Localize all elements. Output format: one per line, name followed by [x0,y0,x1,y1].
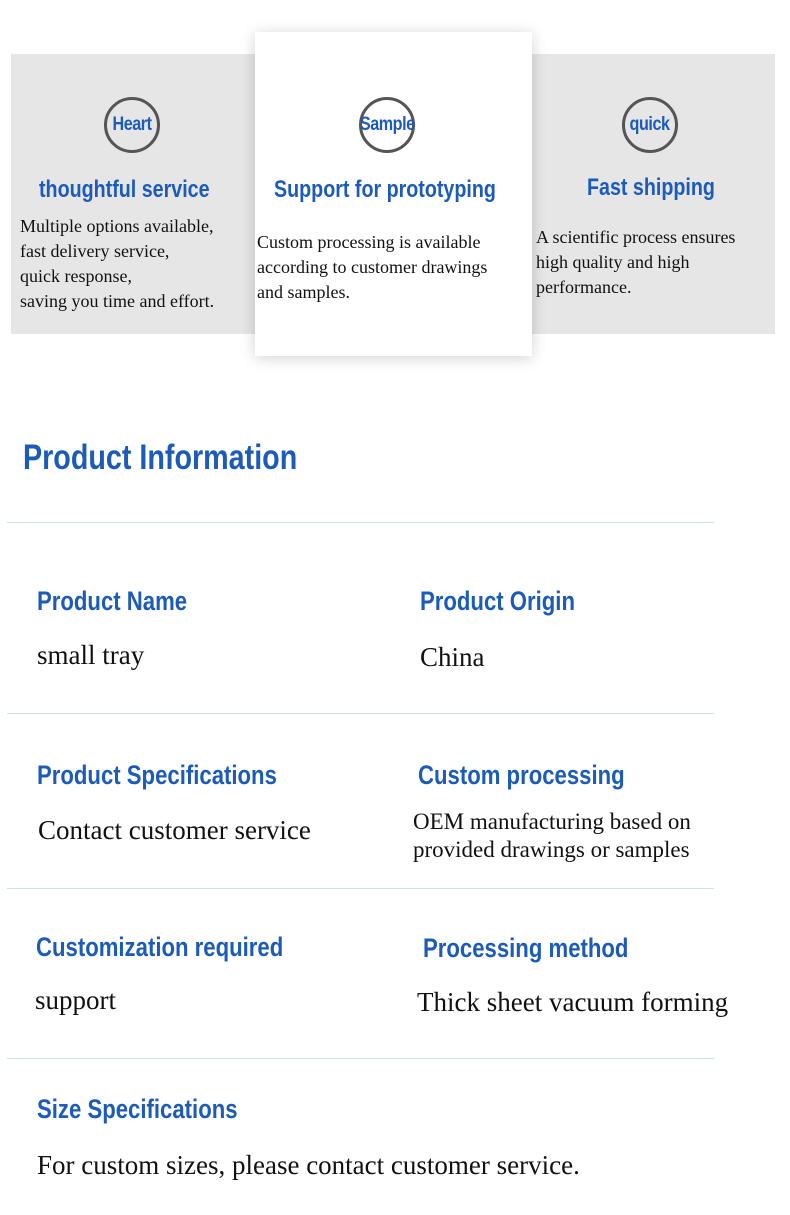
field-value-line: provided drawings or samples [413,837,690,862]
badge-label: quick [629,114,671,135]
feature-title: Fast shipping [587,174,715,201]
field-label: Product Origin [420,586,575,616]
feature-description [20,214,214,314]
feature-description-line: and samples. [257,282,350,302]
divider [7,888,714,889]
feature-description-line: according to customer drawings [257,257,488,277]
field-value: For custom sizes, please contact customer service. [37,1150,580,1180]
field-label: Size Specifications [37,1094,238,1124]
field-value: small tray [37,640,145,670]
feature-title: Support for prototyping [274,176,496,203]
feature-description-line: performance. [536,277,632,297]
feature-description-line: fast delivery service, [20,241,170,261]
feature-description-line: high quality and high [536,252,690,272]
feature-description-line: A scientific process ensures [536,227,736,247]
field-value: Contact customer service [38,815,311,845]
feature-description-line: saving you time and effort. [20,291,215,311]
heart-badge-icon [104,97,160,153]
field-label: Custom processing [418,760,625,790]
sample-badge-icon [359,97,415,153]
feature-description-line: Multiple options available, [20,216,214,236]
field-value: support [35,985,116,1015]
badge-label: Sample [359,114,415,135]
divider [7,522,714,523]
feature-description-line: Custom processing is available [257,232,481,252]
feature-title: thoughtful service [39,176,210,203]
field-label: Customization required [36,932,284,962]
feature-description-line: quick response, [20,266,132,286]
field-value: Thick sheet vacuum forming [417,987,729,1017]
field-value [413,808,691,864]
field-label: Processing method [423,933,629,963]
divider [7,1058,714,1059]
feature-description [257,230,487,305]
field-label: Product Specifications [37,760,277,790]
field-value-line: OEM manufacturing based on [413,809,691,834]
quick-badge-icon [622,97,678,153]
section-title: Product Information [23,438,298,477]
divider [7,713,714,714]
field-value: China [420,642,485,672]
feature-description [536,225,735,300]
field-label: Product Name [37,586,188,616]
badge-label: Heart [112,114,152,135]
